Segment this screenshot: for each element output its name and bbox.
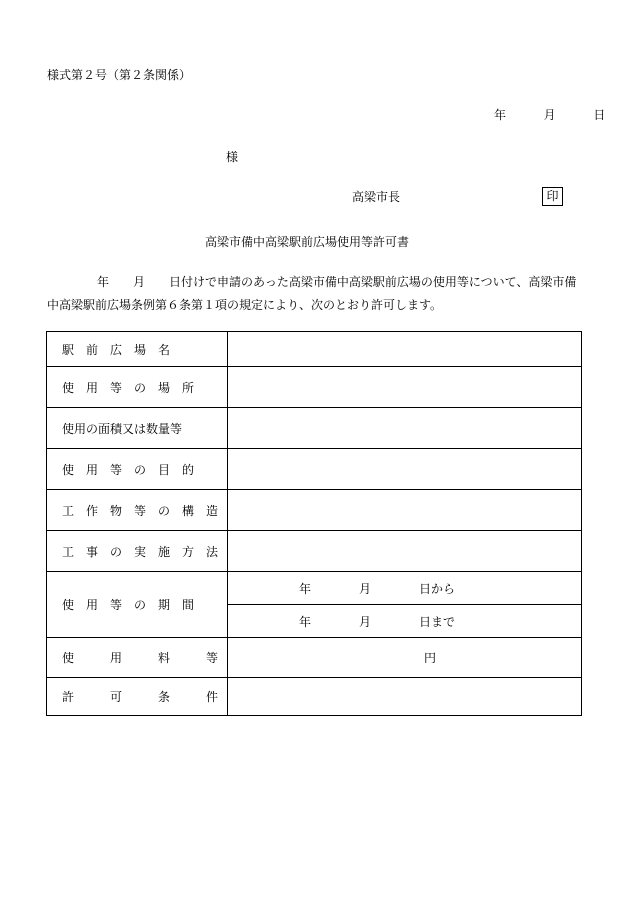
seal-mark: 印 <box>542 187 563 206</box>
row-label: 工 事 の 実 施 方 法 <box>47 531 228 572</box>
fee-value: 円 <box>228 638 582 678</box>
row-value <box>228 490 582 531</box>
row-label: 使用の面積又は数量等 <box>47 408 228 449</box>
date-month-label: 月 <box>543 108 556 122</box>
row-label: 駅 前 広 場 名 <box>47 332 228 367</box>
period-to: 年 月 日まで <box>228 605 582 638</box>
table-row <box>47 408 582 449</box>
table-row-period <box>47 572 582 605</box>
row-label: 使 用 等 の 目 的 <box>47 449 228 490</box>
table-row <box>47 367 582 408</box>
document-body: 年 月 日付けで申請のあった高梁市備中高梁駅前広場の使用等について、高梁市備中高梁駅前広場条例第６条第１項の規定により、次のとおり許可します。 <box>47 275 577 312</box>
form-number: 様式第２号（第２条関係） <box>47 68 192 82</box>
issuer-name: 高梁市長 <box>352 190 401 204</box>
fee-label: 使 用 料 等 <box>47 638 228 678</box>
conditions-label: 許 可 条 件 <box>47 678 228 716</box>
row-value <box>228 408 582 449</box>
period-label: 使 用 等 の 期 間 <box>47 572 228 638</box>
table-row <box>47 332 582 367</box>
table-row-conditions <box>47 678 582 716</box>
table-row <box>47 531 582 572</box>
row-label: 工 作 物 等 の 構 造 <box>47 490 228 531</box>
table-row-fee <box>47 638 582 678</box>
document-title: 高梁市備中高梁駅前広場使用等許可書 <box>205 235 410 249</box>
table-row <box>47 449 582 490</box>
row-value <box>228 449 582 490</box>
period-from: 年 月 日から <box>228 572 582 605</box>
date-day-label: 日 <box>593 108 606 122</box>
row-value <box>228 332 582 367</box>
row-value <box>228 531 582 572</box>
date-year-label: 年 <box>494 108 507 122</box>
row-value <box>228 367 582 408</box>
conditions-value <box>228 678 582 716</box>
issue-date <box>494 106 605 123</box>
table-row <box>47 490 582 531</box>
permit-table <box>46 331 582 716</box>
row-label: 使 用 等 の 場 所 <box>47 367 228 408</box>
addressee-suffix: 様 <box>226 150 239 164</box>
